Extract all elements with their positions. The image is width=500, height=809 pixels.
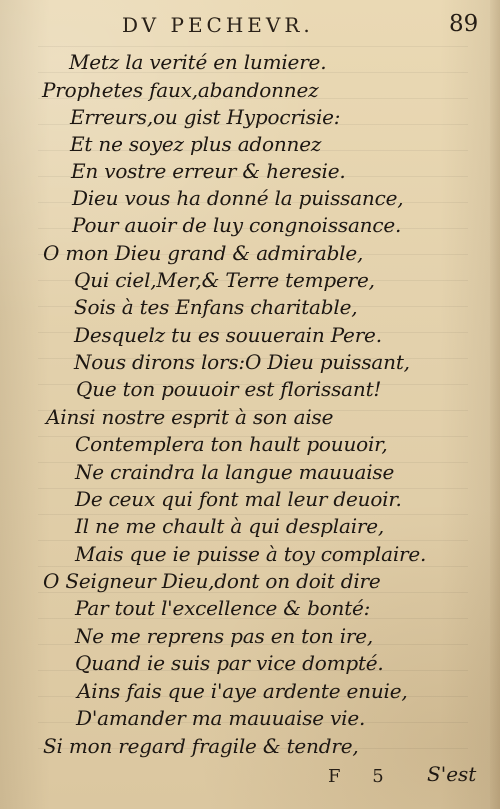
verse-line: Contemplera ton hault pouuoir, bbox=[75, 432, 388, 456]
verse-line: Prophetes faux,abandonnez bbox=[42, 78, 319, 102]
verse-line: Mais que ie puisse à toy complaire. bbox=[75, 542, 427, 566]
verse-line: Par tout l'excellence & bonté: bbox=[75, 596, 371, 620]
verse-line: Ne craindra la langue mauuaise bbox=[75, 460, 395, 484]
verse-line: Quand ie suis par vice dompté. bbox=[75, 651, 384, 675]
verse-line: Nous dirons lors:O Dieu puissant, bbox=[74, 350, 410, 374]
verse-line: En vostre erreur & heresie. bbox=[71, 159, 346, 183]
signature-mark: F 5 bbox=[328, 766, 397, 787]
verse-line: Il ne me chault à qui desplaire, bbox=[75, 514, 385, 538]
verse-line: Ne me reprens pas en ton ire, bbox=[75, 624, 374, 648]
verse-line: Sois à tes Enfans charitable, bbox=[74, 295, 358, 319]
verse-line: Qui ciel,Mer,& Terre tempere, bbox=[74, 268, 375, 292]
page-footer bbox=[0, 758, 500, 794]
verse-line: D'amander ma mauuaise vie. bbox=[76, 706, 366, 730]
page-number: 89 bbox=[449, 11, 479, 37]
verse-line: Dieu vous ha donné la puissance, bbox=[72, 186, 404, 210]
running-title: DV PECHEVR. bbox=[122, 13, 314, 37]
catchword: S'est bbox=[427, 762, 477, 786]
verse-line: Ains fais que i'aye ardente enuie, bbox=[77, 679, 408, 703]
verse-line: Ainsi nostre esprit à son aise bbox=[46, 405, 334, 429]
verse-line: Et ne soyez plus adonnez bbox=[70, 132, 322, 156]
verse-line: Metz la verité en lumiere. bbox=[69, 50, 327, 74]
verse-line: Si mon regard fragile & tendre, bbox=[43, 734, 359, 758]
verse-line: O Seigneur Dieu,dont on doit dire bbox=[43, 569, 381, 593]
verse-line: De ceux qui font mal leur deuoir. bbox=[75, 487, 402, 511]
verse-line: Pour auoir de luy congnoissance. bbox=[72, 213, 402, 237]
verse-line: Que ton pouuoir est florissant! bbox=[76, 377, 382, 401]
verse-line: O mon Dieu grand & admirable, bbox=[43, 241, 364, 265]
verse-line: Desquelz tu es souuerain Pere. bbox=[74, 323, 382, 347]
verse-line: Erreurs,ou gist Hypocrisie: bbox=[70, 105, 341, 129]
